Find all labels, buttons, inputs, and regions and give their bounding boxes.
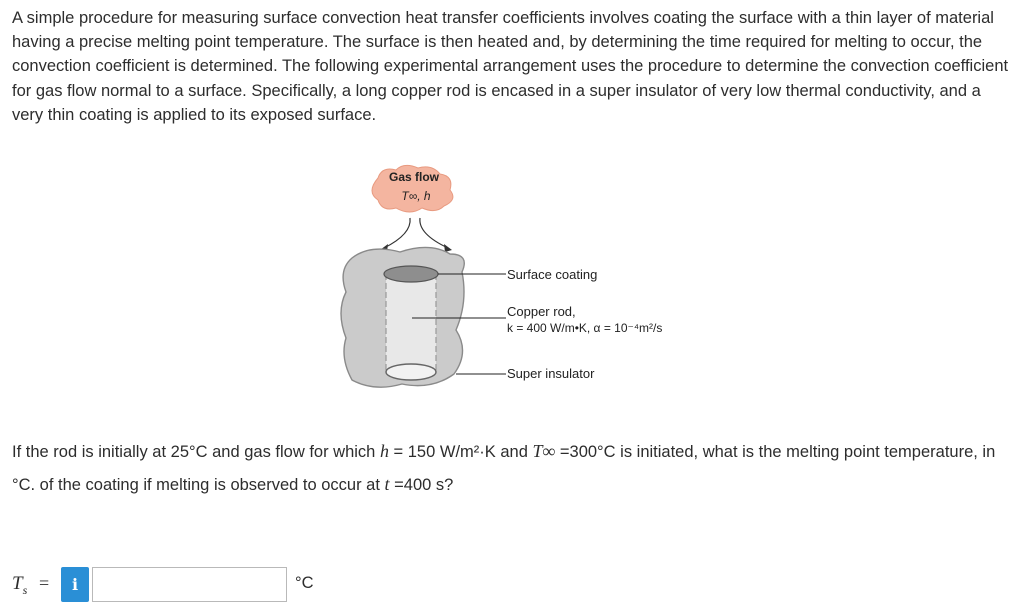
t-symbol: t — [384, 474, 390, 494]
figure-copper-rod — [330, 162, 730, 402]
rod-bottom — [386, 364, 436, 380]
ts-label: $T_s$ — [12, 573, 28, 597]
gas-flow-label: Gas flow — [388, 170, 440, 184]
problem-statement: A simple procedure for measuring surface convection heat transfer coefficients involves coating the surface with a thin layer of material having a precise melting point temperature. The surface is then heated and, by determining the time required for melting to occur, the convection coefficient is determined. The following experimental arrangement uses the procedure to determine the convection coefficient for gas flow normal to a surface. Specifically, a long copper rod is encased in a super insulator of very low thermal conductivity, and a very thin coating is applied to its exposed surface. — [12, 9, 1009, 124]
equals-sign: = — [39, 573, 50, 593]
question-part2: = 150 W/m²·K and — [388, 443, 533, 461]
flow-arrows — [384, 218, 448, 248]
figure-diagram — [330, 162, 730, 402]
answer-row — [12, 567, 412, 603]
super-insulator-label: Super insulator — [507, 366, 595, 381]
copper-rod-body — [386, 274, 436, 372]
question-part4: =400 s? — [389, 476, 454, 494]
unit-label: °C — [295, 574, 314, 592]
gas-flow-params: T∞, h — [401, 189, 431, 203]
surface-coating-label: Surface coating — [507, 267, 598, 282]
rod-top-coating — [384, 266, 438, 282]
h-symbol: h — [379, 441, 389, 461]
t-inf-symbol: T∞ — [532, 441, 556, 461]
answer-input[interactable] — [92, 567, 287, 602]
question-part3: =300°C is initiated, what is the melting point temperature, in °C. of the coating if melting is observed to occur at — [12, 443, 996, 494]
copper-rod-properties: k = 400 W/m•K, α = 10⁻⁴m²/s — [507, 321, 663, 335]
copper-rod-label: Copper rod, — [507, 304, 576, 319]
info-icon[interactable]: i — [61, 567, 89, 602]
question-text — [12, 435, 1012, 501]
question-part1: If the rod is initially at 25°C and gas flow for which — [12, 443, 380, 461]
